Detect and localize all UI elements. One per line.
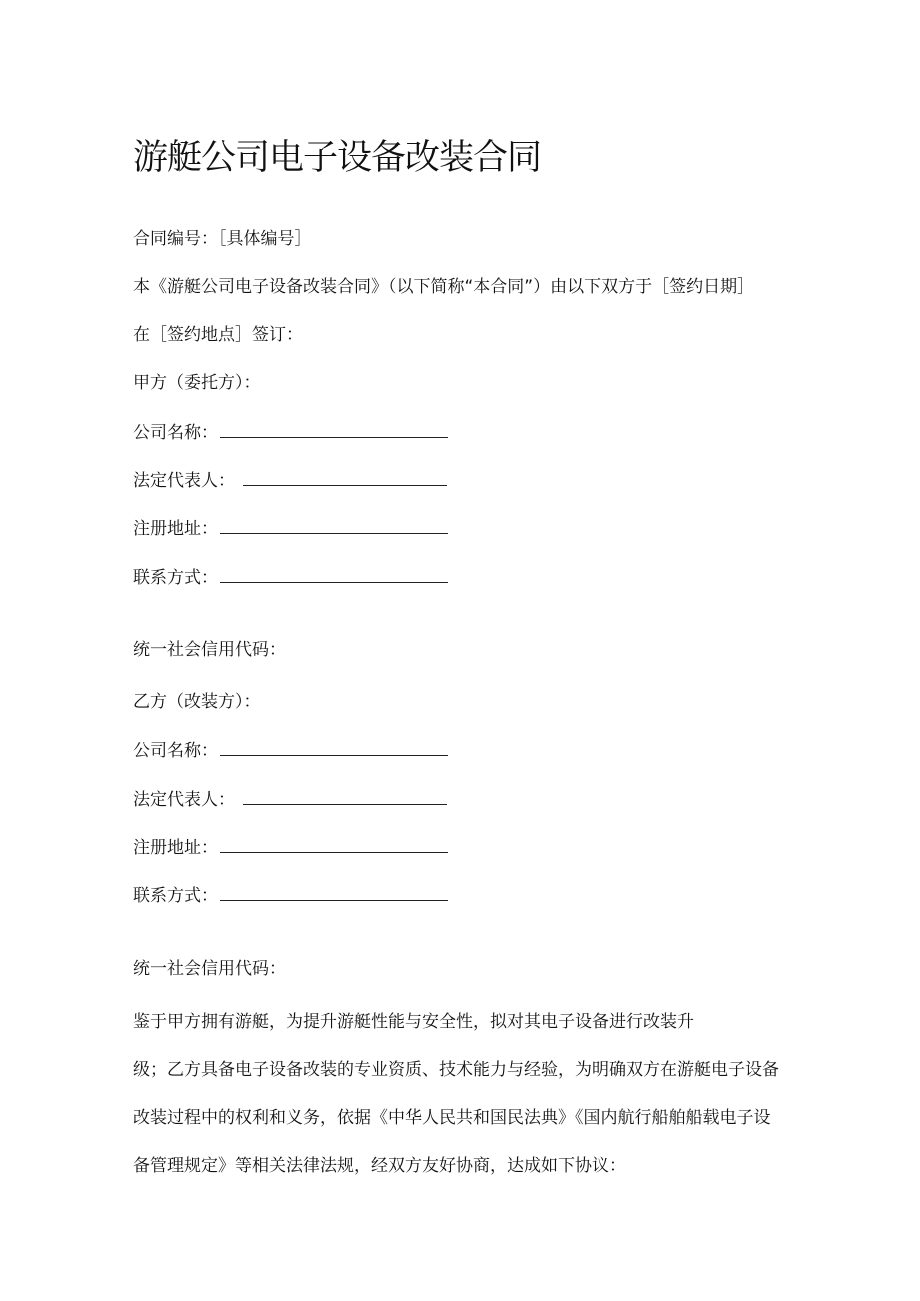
party-a-contact-row: [133, 566, 448, 589]
party-b-heading: 乙方（改装方）：: [133, 692, 261, 712]
party-b-contact-field[interactable]: [220, 884, 448, 901]
party-a-address-label: 注册地址：: [133, 519, 218, 539]
party-b-company-label: 公司名称：: [133, 741, 218, 761]
contract-number: 合同编号：［具体编号］: [133, 229, 312, 249]
party-a-company-label: 公司名称：: [133, 423, 218, 443]
party-b-rep-field[interactable]: [243, 788, 447, 805]
party-b-company-row: [133, 739, 448, 762]
intro-line-1: 本《游艇公司电子设备改装合同》（以下简称“本合同”）由以下双方于［签约日期］: [133, 277, 755, 297]
party-a-heading: 甲方（委托方）：: [133, 373, 261, 393]
party-a-contact-label: 联系方式：: [133, 568, 218, 588]
party-b-contact-label: 联系方式：: [133, 886, 218, 906]
party-a-rep-field[interactable]: [243, 469, 447, 486]
recital-line-3: 改装过程中的权利和义务，依据《中华人民共和国民法典》《国内航行船舶船载电子设: [133, 1108, 771, 1128]
party-b-address-row: [133, 836, 448, 859]
party-a-company-row: [133, 421, 448, 444]
party-a-credit-code: 统一社会信用代码：: [133, 640, 286, 660]
party-b-rep-row: [133, 788, 447, 811]
party-b-address-field[interactable]: [220, 836, 448, 853]
recital-line-2: 级；乙方具备电子设备改装的专业资质、技术能力与经验，为明确双方在游艇电子设备: [133, 1060, 779, 1080]
party-b-credit-code: 统一社会信用代码：: [133, 959, 286, 979]
recital-line-4: 备管理规定》等相关法律法规，经双方友好协商，达成如下协议：: [133, 1156, 626, 1176]
party-b-rep-label: 法定代表人：: [133, 790, 235, 810]
party-a-rep-label: 法定代表人：: [133, 471, 235, 491]
party-a-address-field[interactable]: [220, 517, 448, 534]
party-a-address-row: [133, 517, 448, 540]
party-b-company-field[interactable]: [220, 739, 448, 756]
party-b-address-label: 注册地址：: [133, 838, 218, 858]
party-a-rep-row: [133, 469, 447, 492]
intro-line-2: 在［签约地点］签订：: [133, 325, 303, 345]
recital-line-1: 鉴于甲方拥有游艇，为提升游艇性能与安全性，拟对其电子设备进行改装升: [133, 1012, 694, 1032]
party-b-contact-row: [133, 884, 448, 907]
party-a-contact-field[interactable]: [220, 566, 448, 583]
party-a-company-field[interactable]: [220, 421, 448, 438]
document-title: 游艇公司电子设备改装合同: [133, 138, 542, 178]
